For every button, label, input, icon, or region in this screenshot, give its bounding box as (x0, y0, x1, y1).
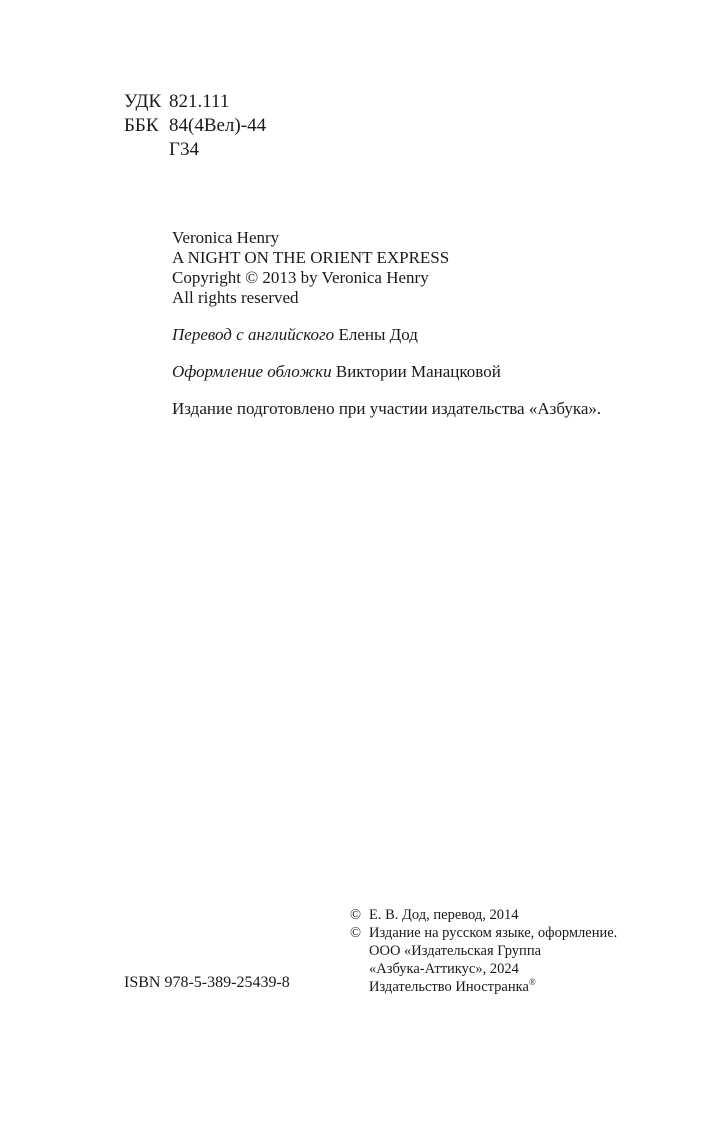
udk-label: УДК (124, 91, 162, 112)
credits-block (172, 228, 692, 419)
bbk-value: 84(4Вел)-44 (169, 115, 267, 136)
cover-credit (172, 362, 692, 382)
bbk-row (124, 114, 266, 138)
copyright-symbol: © (350, 925, 362, 941)
cover-designer-name: Виктории Манацковой (335, 362, 501, 381)
isbn: ISBN 978-5-389-25439-8 (124, 974, 290, 991)
edition-copyright (350, 924, 680, 942)
bbk-label: ББК (124, 115, 159, 136)
author-name: Veronica Henry (172, 228, 280, 247)
copyright-line: Copyright © 2013 by Veronica Henry (172, 268, 429, 287)
udk-value: 821.111 (169, 91, 230, 112)
copyright-notices (350, 906, 680, 996)
original-edition-info (172, 228, 692, 308)
udk-row (124, 90, 266, 114)
translation-copyright (350, 906, 680, 924)
edition-copyright-line2: ООО «Издательская Группа (369, 943, 542, 959)
author-mark: Г34 (169, 139, 199, 160)
translation-credit (172, 325, 692, 345)
edition-copyright-line1: Издание на русском языке, оформление. (369, 925, 618, 941)
cover-label: Оформление обложки (172, 362, 332, 381)
registered-mark: ® (528, 977, 536, 988)
translator-name: Елены Дод (338, 325, 418, 344)
rights-line: All rights reserved (172, 288, 299, 307)
original-title: A NIGHT ON THE ORIENT EXPRESS (172, 248, 450, 267)
publisher-imprint (350, 978, 680, 996)
translation-label: Перевод с английского (172, 325, 335, 344)
classification-block (124, 90, 266, 162)
copyright-symbol: © (350, 907, 362, 923)
edition-note: Издание подготовлено при участии издательства «Азбука». (172, 399, 602, 418)
edition-copyright-line3: «Азбука-Аттикус», 2024 (369, 961, 519, 977)
publisher-name: Издательство Иностранка (369, 979, 529, 995)
translation-copyright-text: Е. В. Дод, перевод, 2014 (369, 907, 519, 923)
